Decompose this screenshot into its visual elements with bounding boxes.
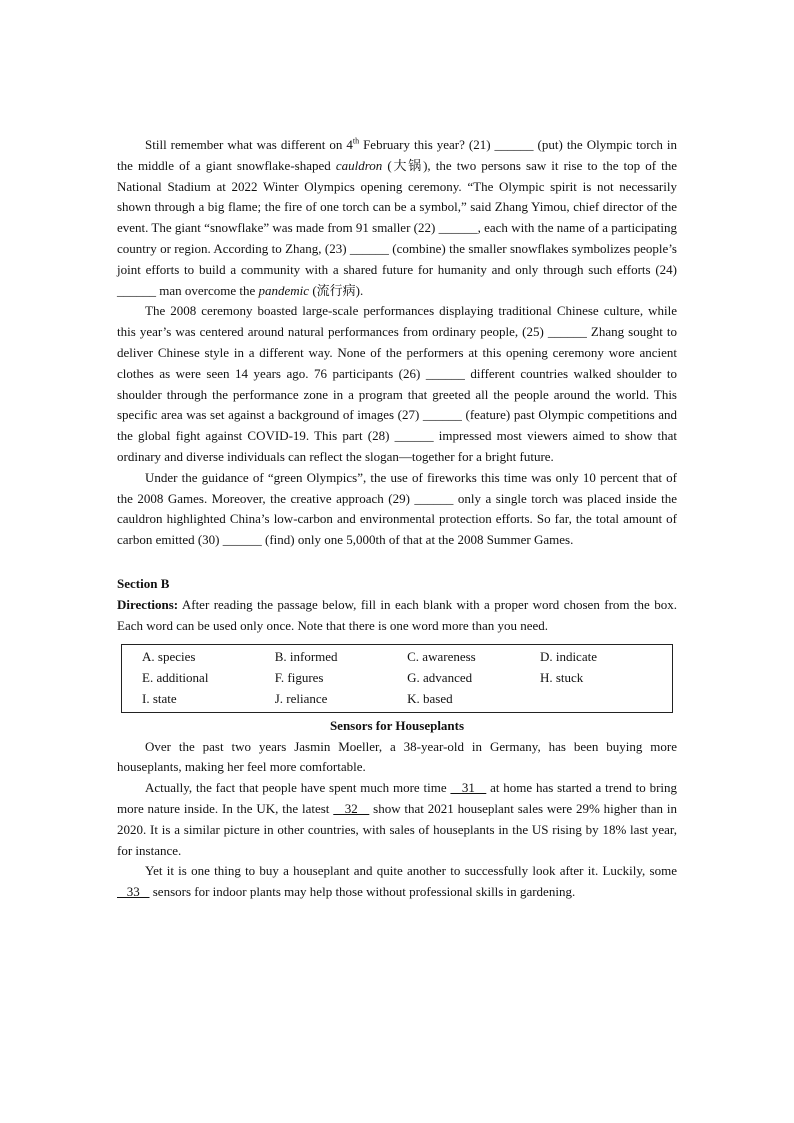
word-box-row xyxy=(142,647,672,668)
word-option: C. awareness xyxy=(407,649,476,665)
word-option: E. additional xyxy=(142,670,209,686)
text-segment: pandemic xyxy=(258,282,310,298)
word-option: I. state xyxy=(142,690,177,706)
section-b-title: Section B xyxy=(117,575,170,591)
text-segment: cauldron xyxy=(335,157,383,173)
word-option: A. species xyxy=(142,649,196,665)
word-option: B. informed xyxy=(274,649,338,665)
text-segment: Actually, the fact that people have spent much more time xyxy=(145,780,451,796)
passage-b-paragraph xyxy=(117,737,677,779)
passage-a-paragraph xyxy=(117,301,677,467)
text-segment: sensors for indoor plants may help those without professional skills in gardening. xyxy=(149,884,576,900)
word-option xyxy=(540,689,672,710)
word-option: G. advanced xyxy=(407,670,473,686)
section-b-directions xyxy=(117,595,677,637)
word-box-row xyxy=(142,668,672,689)
text-segment: th xyxy=(352,136,360,146)
word-option: H. stuck xyxy=(539,670,584,686)
text-segment: Over the past two years Jasmin Moeller, a 38-year-old in Germany, has been buying more houseplants, making her feel more comfortable. xyxy=(117,738,677,775)
text-segment: Still remember what was different on 4 xyxy=(145,137,353,152)
text-segment: show that 2021 houseplant sales were 29% higher than in 2020. It is a similar picture in other countries, with sales of houseplants in the US rising by 18% last year, for instance. xyxy=(117,800,678,858)
directions-text: After reading the passage below, fill in each blank with a proper word chosen from the box. Each word can be used only once. Note that there is one word more than you need. xyxy=(117,596,677,633)
text-segment: Under the guidance of “green Olympics”, the use of fireworks this time was only 10 percent that of the 2008 Games. Moreover, the creative approach (29) ______ only a single torch was placed inside the cauldron highlighted China’s low-carbon and environmental protection efforts. So far, the total amount of carbon emitted (30) ______ (find) only one 5,000th of that at the 2008 Summer Games. xyxy=(117,469,677,548)
text-segment: (大锅), the two persons saw it rise to the top of the National Stadium at 2022 Winter Olympics opening ceremony. “The Olympic spirit is not necessarily shown through a big flame; the fire of one torch can be a symbol,” said Zhang Yimou, chief director of the event. The giant “snowflake” was made from 91 smaller (22) ______, each with the name of a participating country or region. According to Zhang, (23) ______ (combine) the smaller snowflakes symbolizes people’s joint efforts to build a community with a shared future for humanity and only through such efforts (24) ______ man overcome the xyxy=(117,157,677,298)
passage-b-paragraph xyxy=(117,861,677,903)
text-segment: at home has started a trend to bring more nature inside. In the UK, the latest xyxy=(117,780,678,816)
text-segment: (流行病). xyxy=(309,282,364,298)
answer-blank: 31 xyxy=(450,780,487,796)
word-option: K. based xyxy=(407,690,453,706)
word-option: D. indicate xyxy=(539,649,597,665)
text-segment: Yet it is one thing to buy a houseplant and quite another to successfully look after it. Luckily, some xyxy=(145,863,677,879)
answer-blank: 32 xyxy=(333,800,370,816)
passage-a xyxy=(117,135,677,551)
document-page xyxy=(117,135,677,903)
word-table xyxy=(142,647,672,709)
word-box xyxy=(121,644,673,712)
answer-blank: 33 xyxy=(117,884,150,900)
directions-label: Directions: xyxy=(117,596,179,612)
passage-a-paragraph xyxy=(117,135,677,301)
word-box-row xyxy=(142,689,672,710)
word-option: J. reliance xyxy=(274,690,328,706)
passage-b-paragraph xyxy=(117,778,677,861)
passage-b xyxy=(117,737,677,903)
word-option: F. figures xyxy=(274,670,324,686)
text-segment: February this year? (21) ______ (put) the Olympic torch in the middle of a giant snowflake-shaped xyxy=(117,137,677,173)
passage-a-paragraph xyxy=(117,468,677,551)
text-segment: The 2008 ceremony boasted large-scale performances displaying traditional Chinese culture, while this year’s was centered around natural performances from ordinary people, (25) ______ Zhang sought to deliver Chinese style in a different way. None of the performers at this opening ceremony wore ancient clothes as were seen 14 years ago. 76 participants (26) ______ different countries walked shoulder to shoulder through the performance zone in a program that greeted all the people around the world. This specific area was set against a background of images (27) ______ (feature) past Olympic competitions and the global fight against COVID-19. This part (28) ______ impressed most viewers aimed to show that ordinary and diverse individuals can reflect the slogan—together for a bright future. xyxy=(117,303,677,464)
passage-b-title: Sensors for Houseplants xyxy=(329,717,465,733)
